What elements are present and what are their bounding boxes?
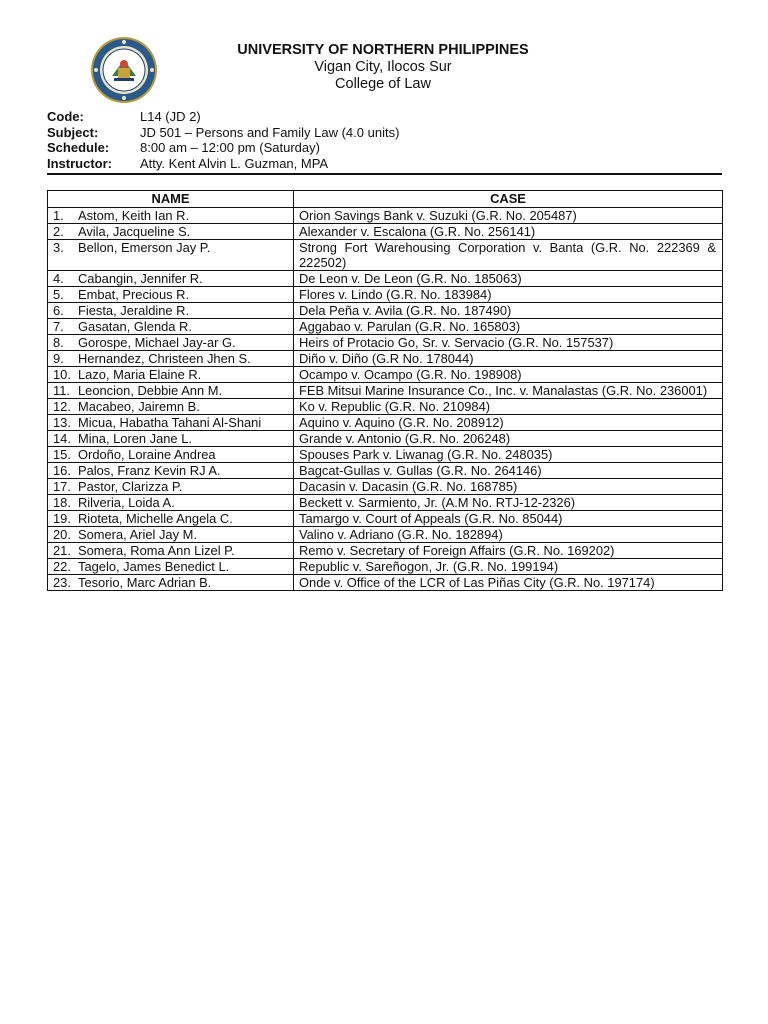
row-number: 20. (53, 526, 71, 542)
course-info (47, 109, 399, 171)
student-name-cell (48, 270, 294, 286)
student-name-cell (48, 302, 294, 318)
table-row (48, 414, 723, 430)
case-title-cell: Grande v. Antonio (G.R. No. 206248) (294, 430, 723, 446)
row-number: 17. (53, 478, 71, 494)
student-name-cell (48, 382, 294, 398)
case-title-cell: Strong Fort Warehousing Corporation v. Banta (G.R. No. 222369 & 222502) (294, 239, 723, 270)
row-number: 3. (53, 239, 64, 255)
table-row (48, 478, 723, 494)
student-name: Embat, Precious R. (78, 286, 190, 302)
row-number: 6. (53, 302, 64, 318)
row-number: 4. (53, 270, 64, 286)
student-name-cell (48, 558, 294, 574)
case-title-cell: Alexander v. Escalona (G.R. No. 256141) (294, 223, 723, 239)
student-name-cell (48, 398, 294, 414)
case-title-cell: Orion Savings Bank v. Suzuki (G.R. No. 205487) (294, 207, 723, 223)
info-value: L14 (JD 2) (140, 109, 201, 124)
row-number: 9. (53, 350, 64, 366)
row-number: 19. (53, 510, 71, 526)
case-title-cell: Ko v. Republic (G.R. No. 210984) (294, 398, 723, 414)
student-name: Mina, Loren Jane L. (78, 430, 192, 446)
info-value: JD 501 – Persons and Family Law (4.0 units) (140, 124, 400, 140)
info-label: Instructor: (47, 155, 112, 171)
row-number: 2. (53, 223, 64, 239)
case-title-cell: Diño v. Diño (G.R No. 178044) (294, 350, 723, 366)
case-title-cell: Dacasin v. Dacasin (G.R. No. 168785) (294, 478, 723, 494)
student-name: Tesorio, Marc Adrian B. (78, 574, 212, 590)
student-name-cell (48, 318, 294, 334)
student-name-cell (48, 239, 294, 270)
case-title-cell: Dela Peña v. Avila (G.R. No. 187490) (294, 302, 723, 318)
student-name-cell (48, 430, 294, 446)
table-row (48, 494, 723, 510)
student-name-cell (48, 446, 294, 462)
student-name: Macabeo, Jairemn B. (78, 398, 200, 414)
table-header-row (48, 191, 723, 208)
case-title-cell: Remo v. Secretary of Foreign Affairs (G.R. No. 169202) (294, 542, 723, 558)
case-title-cell: Heirs of Protacio Go, Sr. v. Servacio (G.R. No. 157537) (294, 334, 723, 350)
student-name: Avila, Jacqueline S. (78, 223, 191, 239)
table-row (48, 318, 723, 334)
table-row (48, 350, 723, 366)
row-number: 21. (53, 542, 71, 558)
row-number: 22. (53, 558, 71, 574)
student-name: Micua, Habatha Tahani Al-Shani (78, 414, 262, 430)
student-name: Rioteta, Michelle Angela C. (78, 510, 233, 526)
info-label: Subject: (47, 124, 99, 140)
table-row (48, 366, 723, 382)
student-name-cell (48, 366, 294, 382)
case-title-cell: Flores v. Lindo (G.R. No. 183984) (294, 286, 723, 302)
case-title-cell: Ocampo v. Ocampo (G.R. No. 198908) (294, 366, 723, 382)
student-name: Fiesta, Jeraldine R. (78, 302, 190, 318)
info-row-subject (47, 125, 399, 141)
table-row (48, 239, 723, 270)
case-title-cell: Beckett v. Sarmiento, Jr. (A.M No. RTJ-12-2326) (294, 494, 723, 510)
table-row (48, 430, 723, 446)
table-row (48, 270, 723, 286)
student-name-cell (48, 414, 294, 430)
info-value: Atty. Kent Alvin L. Guzman, MPA (140, 155, 329, 171)
info-label: Schedule: (47, 140, 110, 156)
case-title-cell: Onde v. Office of the LCR of Las Piñas City (G.R. No. 197174) (294, 574, 723, 590)
row-number: 18. (53, 494, 71, 510)
row-number: 10. (53, 366, 71, 382)
column-header-case: CASE (294, 191, 723, 208)
table-row (48, 334, 723, 350)
student-name: Gorospe, Michael Jay-ar G. (78, 334, 236, 350)
student-name: Rilveria, Loida A. (78, 494, 175, 510)
student-name-cell (48, 542, 294, 558)
table-row (48, 398, 723, 414)
student-name: Leoncion, Debbie Ann M. (78, 382, 223, 398)
table-row (48, 526, 723, 542)
student-name: Bellon, Emerson Jay P. (78, 239, 211, 255)
table-row (48, 558, 723, 574)
case-title-cell: Bagcat-Gullas v. Gullas (G.R. No. 264146) (294, 462, 723, 478)
table-row (48, 223, 723, 239)
case-title-cell: FEB Mitsui Marine Insurance Co., Inc. v. Manalastas (G.R. No. 236001) (294, 382, 723, 398)
row-number: 14. (53, 430, 71, 446)
student-name-cell (48, 462, 294, 478)
table-row (48, 462, 723, 478)
university-name: UNIVERSITY OF NORTHERN PHILIPPINES (237, 42, 529, 58)
row-number: 12. (53, 398, 71, 414)
student-name-cell (48, 478, 294, 494)
header-divider (47, 173, 722, 175)
table-row (48, 286, 723, 302)
info-row-instructor (47, 156, 399, 172)
student-name-cell (48, 223, 294, 239)
case-title-cell: Tamargo v. Court of Appeals (G.R. No. 85044) (294, 510, 723, 526)
row-number: 1. (53, 207, 64, 223)
student-name-cell (48, 574, 294, 590)
student-name: Somera, Roma Ann Lizel P. (78, 542, 235, 558)
city-line: Vigan City, Ilocos Sur (314, 59, 452, 75)
student-name: Hernandez, Christeen Jhen S. (78, 350, 251, 366)
case-assignment-table (47, 190, 723, 591)
student-name: Ordoño, Loraine Andrea (78, 446, 216, 462)
student-name: Cabangin, Jennifer R. (78, 270, 203, 286)
row-number: 7. (53, 318, 64, 334)
row-number: 8. (53, 334, 64, 350)
student-name-cell (48, 526, 294, 542)
info-row-code (47, 109, 399, 125)
table-row (48, 542, 723, 558)
column-header-name: NAME (48, 191, 294, 208)
university-seal-logo (90, 36, 158, 104)
student-name: Lazo, Maria Elaine R. (78, 366, 202, 382)
case-title-cell: Valino v. Adriano (G.R. No. 182894) (294, 526, 723, 542)
row-number: 15. (53, 446, 71, 462)
student-name-cell (48, 286, 294, 302)
document-header (190, 41, 576, 93)
info-value: 8:00 am – 12:00 pm (Saturday) (140, 140, 320, 156)
student-name: Somera, Ariel Jay M. (78, 526, 197, 542)
case-title-cell: Republic v. Sareñogon, Jr. (G.R. No. 199194) (294, 558, 723, 574)
college-line: College of Law (335, 76, 431, 92)
student-name-cell (48, 494, 294, 510)
row-number: 5. (53, 286, 64, 302)
student-name-cell (48, 334, 294, 350)
table-row (48, 382, 723, 398)
student-name: Tagelo, James Benedict L. (78, 558, 230, 574)
case-title-cell: Spouses Park v. Liwanag (G.R. No. 248035) (294, 446, 723, 462)
table-row (48, 510, 723, 526)
case-title-cell: Aggabao v. Parulan (G.R. No. 165803) (294, 318, 723, 334)
table-row (48, 446, 723, 462)
row-number: 11. (53, 382, 70, 398)
student-name: Pastor, Clarizza P. (78, 478, 183, 494)
row-number: 13. (53, 414, 71, 430)
table-row (48, 302, 723, 318)
info-row-schedule (47, 140, 399, 156)
table-row (48, 207, 723, 223)
student-name: Gasatan, Glenda R. (78, 318, 192, 334)
row-number: 16. (53, 462, 71, 478)
student-name-cell (48, 207, 294, 223)
case-title-cell: De Leon v. De Leon (G.R. No. 185063) (294, 270, 723, 286)
info-label: Code: (47, 109, 84, 124)
student-name: Astom, Keith Ian R. (78, 207, 190, 223)
student-name: Palos, Franz Kevin RJ A. (78, 462, 221, 478)
case-title-cell: Aquino v. Aquino (G.R. No. 208912) (294, 414, 723, 430)
table-row (48, 574, 723, 590)
row-number: 23. (53, 574, 71, 590)
student-name-cell (48, 510, 294, 526)
student-name-cell (48, 350, 294, 366)
